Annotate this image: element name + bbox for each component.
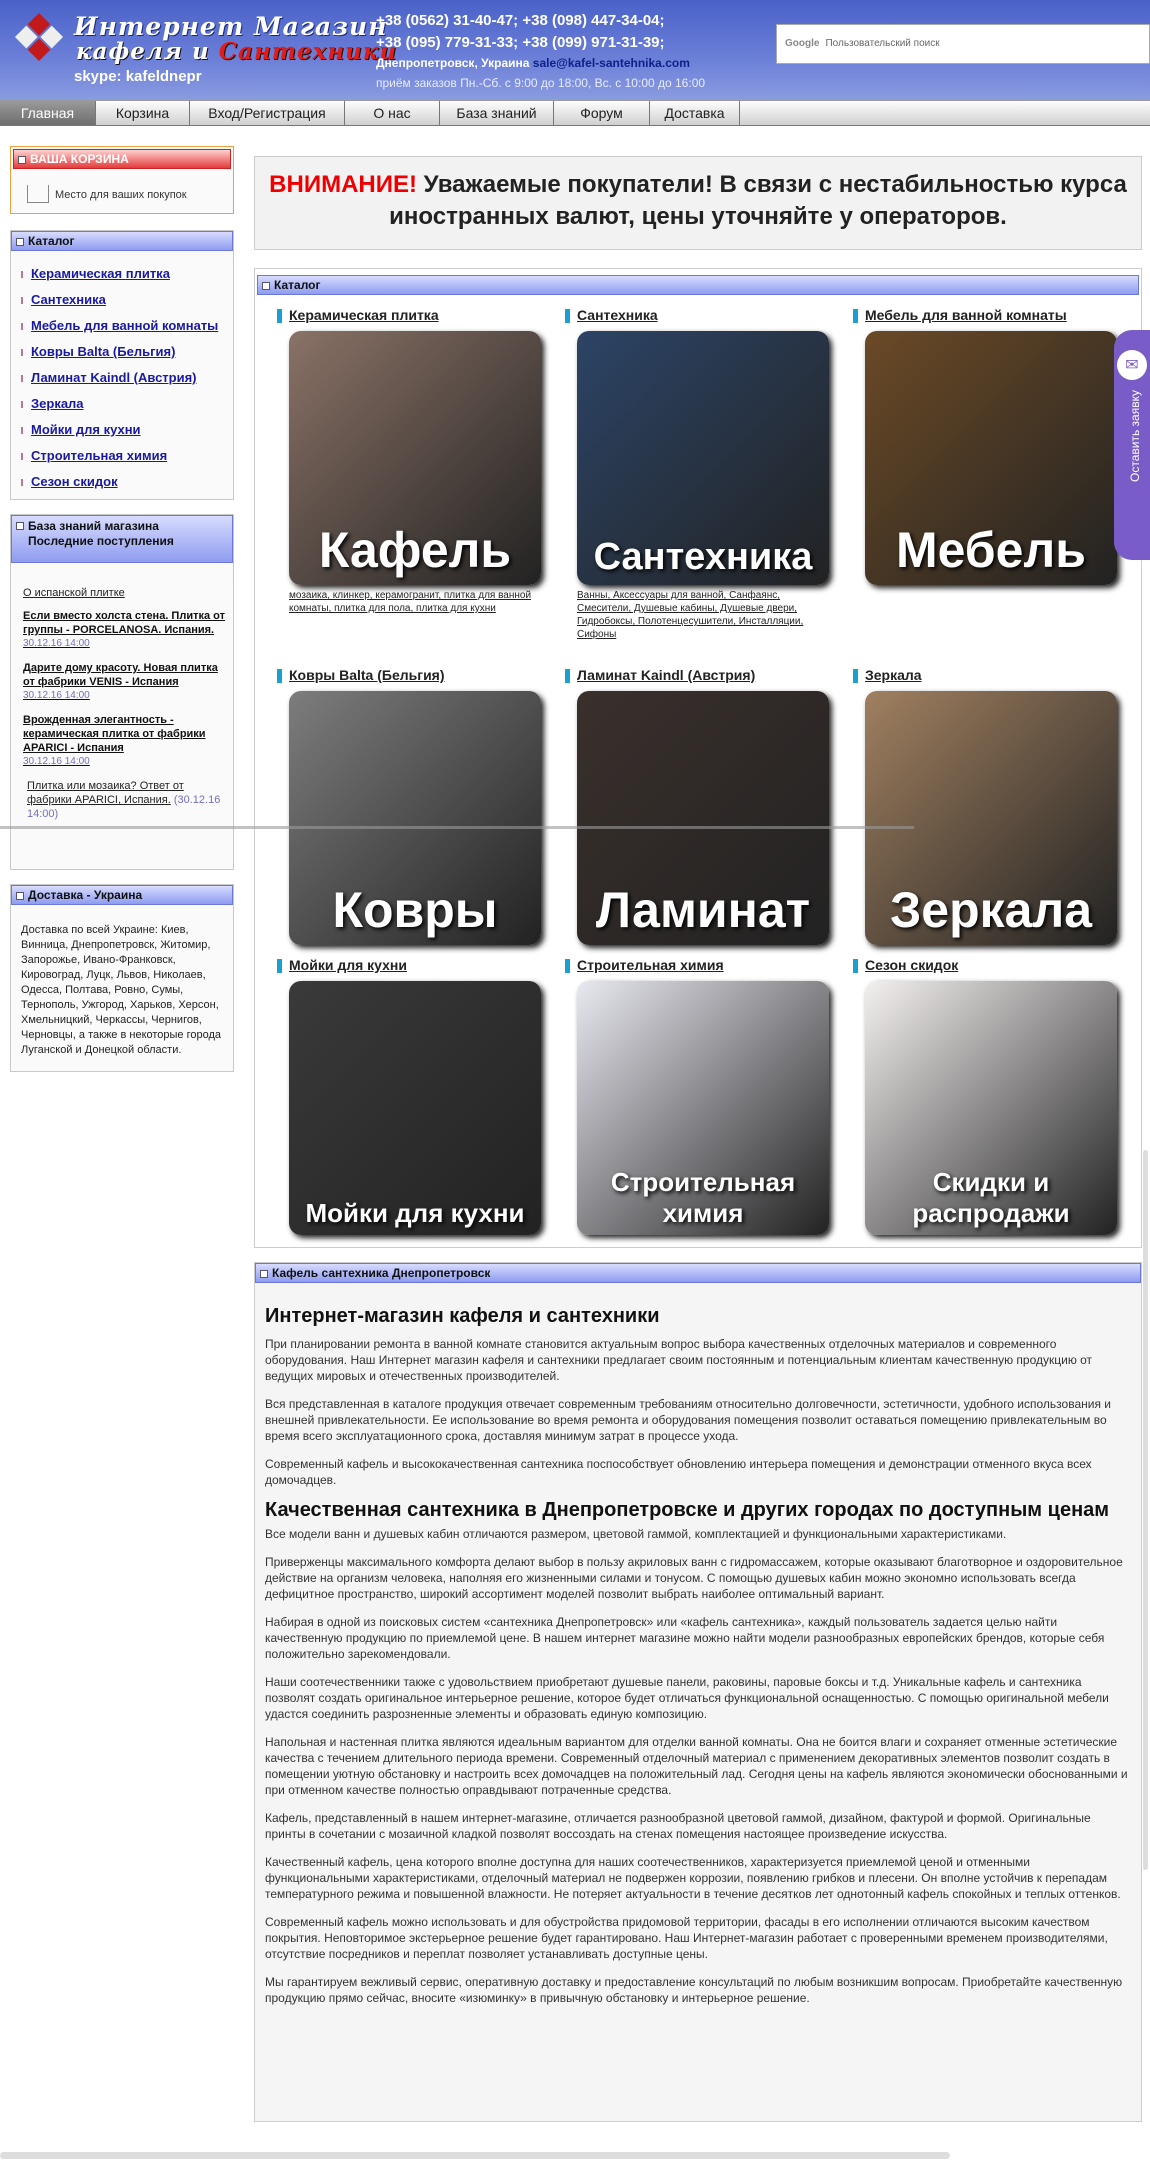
paragraph: Набирая в одной из поисковых систем «сантехника Днепропетровск» или «кафель сантехника», каждый пользователь задается целью найти качественную продукцию по приемлемой цене. В нашем интернет магазине можно найти модели разнообразных европейских брендов, которые себя положительно зарекомендовали. xyxy=(265,1615,1105,1661)
kb-article-link[interactable]: Если вместо холста стена. Плитка от группы - PORCELANOSA. Испания. 30.12.16 14:00 xyxy=(23,610,225,649)
catalog-sidebar-title: Каталог xyxy=(11,231,233,251)
catalog-grid xyxy=(254,268,1142,1248)
kb-article-date: 30.12.16 14:00 xyxy=(23,756,90,767)
catalog-tile-caption: Ламинат xyxy=(595,882,811,938)
paragraph: При планировании ремонта в ванной комнате становится актуальным вопрос выбора качественных отделочных материалов и современного оборудования. Наш Интернет магазин кафеля и сантехники предлагает своим постоянным и потенциальным клиентам качественную продукцию от ведущих мировых и отечественных производителей. xyxy=(265,1337,1093,1383)
address-line: Днепропетровск, Украина sale@kafel-santehnika.com xyxy=(376,56,690,70)
catalog-tile[interactable] xyxy=(277,957,557,1257)
catalog-tile[interactable] xyxy=(565,307,845,640)
catalog-tile-title[interactable]: Мебель для ванной комнаты xyxy=(853,307,1067,323)
search-placeholder: Пользовательский поиск xyxy=(825,38,940,49)
paragraph: Мы гарантируем вежливый сервис, оперативную доставку и предоставление консультаций по любым возникшим вопросам. Приобретайте качественную продукцию прямо сейчас, вносите «изюминку» в привычную обстановку и интерьерное решение. xyxy=(265,1975,1123,2005)
catalog-tile[interactable] xyxy=(277,667,557,967)
nav-item[interactable]: База знаний xyxy=(440,101,554,125)
paragraph: Напольная и настенная плитка являются идеальным вариантом для отделки ванной комнаты. Она не боится влаги и сохраняет отменные эстетические качества с течением длительного периода времени. Современный отделочный материал с применением декоративных элементов позволит создать в помещении уютную обстановку и настроить всех домочадцев на положительный лад. Сегодня цены на кафель являются экономически обоснованными и при отменном качестве полностью оправдывают потраченные средства. xyxy=(265,1735,1128,1797)
catalog-tile-caption: Мойки для кухни xyxy=(305,1198,525,1228)
delivery-box xyxy=(10,884,234,1072)
catalog-sidebar-item[interactable]: Зеркала xyxy=(25,391,233,417)
catalog-tile-image[interactable] xyxy=(865,981,1117,1235)
cart-title: ВАША КОРЗИНА xyxy=(13,149,231,169)
catalog-sidebar-item[interactable]: Ковры Balta (Бельгия) xyxy=(25,339,233,365)
catalog-tile-title[interactable]: Сезон скидок xyxy=(853,957,958,973)
warning-label: ВНИМАНИЕ! xyxy=(269,171,417,198)
catalog-tile[interactable] xyxy=(565,667,845,967)
paragraph: Качественный кафель, цена которого вполне доступна для наших соотечественников, характеризуется приемлемой ценой и отменными функциональными характеристиками, отделочный материал не подвержен коррозии, появлению грибков и плесени. Он вполне устойчив к перепадам температурного режима и повышенной влажности. Не потеряет актуальности в течение десятков лет однотонный кафель спокойных и теплых оттенков. xyxy=(265,1855,1121,1901)
catalog-sidebar-list xyxy=(25,261,233,495)
catalog-sidebar-item[interactable]: Сезон скидок xyxy=(25,469,233,495)
paragraph: Современный кафель можно использовать и для обустройства придомовой территории, фасады в его исполнении отличаются высоким качеством покрытия. Неповторимое экстерьерное решение будет гарантировано. Наш Интернет-магазин работает с проверенными временем производителями, отсутствие посредников и переплат позволяет устанавливать доступные цены. xyxy=(265,1915,1108,1961)
catalog-tile[interactable] xyxy=(853,957,1133,1257)
tile-logo-icon xyxy=(10,8,68,66)
catalog-tile-title[interactable]: Керамическая плитка xyxy=(277,307,439,323)
horizontal-scrollbar[interactable] xyxy=(0,2152,950,2159)
article-heading: Интернет-магазин кафеля и сантехники xyxy=(265,1305,660,1327)
leave-request-label: Оставить заявку xyxy=(1128,390,1142,482)
article-subheading: Качественная сантехника в Днепропетровске и других городах по доступным ценам xyxy=(265,1499,1110,1521)
kb-title: База знаний магазина Последние поступления xyxy=(11,515,233,563)
paragraph: Кафель, представленный в нашем интернет-магазине, отличается разнообразной цветовой гаммой, дизайном, фактурой и формой. Оригинальные принты в сочетании с мозаичной кладкой позволят воссоздать на стенах помещения настоящее произведение искусства. xyxy=(265,1811,1091,1841)
catalog-tile-title[interactable]: Строительная химия xyxy=(565,957,724,973)
paragraph: Наши соотечественники также с удовольствием приобретают душевые панели, раковины, паровые боксы и т.д. Уникальные кафель и сантехника позволят создать оригинальное интерьерное решение, которое будет отличаться функциональной оснащенностью. С помощью оригинальной мебели удастся соединить разрозненные элементы и образовать единую композицию. xyxy=(265,1675,1109,1721)
catalog-sidebar-item[interactable]: Строительная химия xyxy=(25,443,233,469)
paragraph: Вся представленная в каталоге продукция отвечает современным требованиям относительно долговечности, эстетичности, удобного использования и внешней привлекательности. Ее использование во время ремонта и оборудования помещения позволит оставаться помещению привлекательным во время всего эксплуатационного срока, доставляя минимум затрат в процессе ухода. xyxy=(265,1397,1111,1443)
logo-title: Интернет Магазин xyxy=(74,12,388,41)
seo-text-section xyxy=(254,1262,1142,2122)
catalog-sidebar-item[interactable]: Сантехника xyxy=(25,287,233,313)
warning-text: Уважаемые покупатели! В связи с нестабильностью курса иностранных валют, цены уточняйте у операторов. xyxy=(389,171,1127,230)
text-section-title: Кафель сантехника Днепропетровск xyxy=(255,1263,1141,1283)
catalog-tile[interactable] xyxy=(853,307,1133,607)
cart-box xyxy=(10,146,234,214)
envelope-icon: ✉ xyxy=(1117,350,1147,380)
search-input[interactable] xyxy=(776,24,1150,64)
kb-intro-link[interactable]: О испанской плитке xyxy=(23,587,125,599)
nav-item[interactable]: Корзина xyxy=(96,101,190,125)
paragraph: Все модели ванн и душевых кабин отличаются размером, цветовой гаммой, комплектацией и функциональными характеристиками. xyxy=(265,1527,1007,1541)
catalog-tile-caption: Мебель xyxy=(896,522,1086,578)
catalog-tile-caption: Скидки и распродажи xyxy=(912,1167,1070,1228)
skype-contact: skype: kafeldnepr xyxy=(74,68,202,85)
catalog-tile-image[interactable] xyxy=(289,691,541,945)
google-logo: Google xyxy=(785,38,820,49)
nav-item[interactable]: О нас xyxy=(345,101,440,125)
cart-icon xyxy=(27,185,49,203)
catalog-title: Каталог xyxy=(257,275,1139,295)
catalog-tile-caption: Сантехника xyxy=(593,536,813,578)
catalog-tile-image[interactable] xyxy=(577,331,829,585)
catalog-tile[interactable] xyxy=(565,957,845,1257)
cart-empty-text: Место для ваших покупок xyxy=(55,189,187,201)
catalog-tile-caption: Ковры xyxy=(332,882,498,938)
catalog-tile-image[interactable] xyxy=(289,981,541,1235)
kb-article-link[interactable]: Дарите дому красоту. Новая плитка от фабрики VENIS - Испания 30.12.16 14:00 xyxy=(23,661,225,703)
kb-article-date: 30.12.16 14:00 xyxy=(23,690,90,701)
working-hours: приём заказов Пн.-Сб. с 9:00 до 18:00, Вс. с 10:00 до 16:00 xyxy=(376,76,706,90)
catalog-tile-title[interactable]: Ковры Balta (Бельгия) xyxy=(277,667,445,683)
currency-warning xyxy=(254,156,1142,250)
catalog-tile[interactable] xyxy=(853,667,1133,967)
phone-line-2: +38 (095) 779-31-33; +38 (099) 971-31-39; xyxy=(376,34,665,51)
catalog-tile-title[interactable]: Зеркала xyxy=(853,667,922,683)
catalog-tile-caption: Строительная химия xyxy=(610,1167,796,1228)
catalog-tile-sublinks[interactable]: Ванны, Аксессуары для ванной, Санфаянс, Смесители, Душевые кабины, Душевые двери, Гидробоксы, Полотенцесушители, Инсталляции, Сифоны xyxy=(577,590,804,640)
site-header xyxy=(0,0,1150,100)
nav-item[interactable]: Форум xyxy=(554,101,650,125)
contacts-block xyxy=(376,10,726,92)
catalog-sidebar-item[interactable]: Мойки для кухни xyxy=(25,417,233,443)
catalog-tile-caption: Зеркала xyxy=(889,882,1093,938)
catalog-tile-title[interactable]: Сантехника xyxy=(565,307,658,323)
nav-item[interactable]: Доставка xyxy=(650,101,740,125)
catalog-tile-sublinks[interactable]: мозаика, клинкер, керамогранит, плитка для ванной комнаты, плитка для пола, плитка для кухни xyxy=(289,590,532,614)
kb-article-link[interactable]: Врожденная элегантность - керамическая плитка от фабрики APARICI - Испания 30.12.16 14:00 xyxy=(23,713,225,769)
catalog-tile-image[interactable] xyxy=(577,981,829,1235)
main-nav xyxy=(0,100,1150,126)
logo-subtitle: кафеля и Сантехники xyxy=(76,38,398,65)
catalog-sidebar-item[interactable]: Ламинат Kaindl (Австрия) xyxy=(25,365,233,391)
delivery-text: Доставка по всей Украине: Киев, Винница, Днепропетровск, Житомир, Запорожье, Ивано-Франковск, Кировоград, Луцк, Львов, Николаев, Одесса, Полтава, Ровно, Сумы, Тернополь, Ужгород, Харьков, Херсон, Хмельницкий, Черкассы, Чернигов, Черновцы, а также в некоторые города Луганской и Донецкой области. xyxy=(21,924,222,1056)
kb-small-item[interactable]: Плитка или мозаика? Ответ от фабрики APARICI, Испания. (30.12.16 14:00) xyxy=(27,780,221,820)
overlay-line xyxy=(0,826,914,829)
vertical-scrollbar[interactable] xyxy=(1143,1150,1148,1870)
catalog-tile-image[interactable] xyxy=(865,331,1117,585)
catalog-tile-title[interactable]: Ламинат Kaindl (Австрия) xyxy=(565,667,755,683)
email-link[interactable]: sale@kafel-santehnika.com xyxy=(532,56,690,70)
paragraph: Современный кафель и высококачественная сантехника поспособствует обновлению интерьера помещения и демонстрации отменного вкуса всех домочадцев. xyxy=(265,1457,1092,1487)
site-logo[interactable] xyxy=(8,6,398,90)
paragraph: Приверженцы максимального комфорта делают выбор в пользу акриловых ванн с гидромассажем, которые оказывают благотворное и оздоровительное действие на организм человека, наполняя его жизненными силами и тонусом. С помощью душевых кабин можно экономно использовать всегда дефицитное пространство, широкий ассортимент моделей позволит выбрать наиболее оптимальный вариант. xyxy=(265,1555,1123,1601)
leave-request-tab[interactable] xyxy=(1114,330,1150,560)
nav-item[interactable]: Главная xyxy=(0,101,96,125)
delivery-title: Доставка - Украина xyxy=(11,885,233,905)
kb-article-date: 30.12.16 14:00 xyxy=(23,638,90,649)
catalog-sidebar xyxy=(10,230,234,500)
catalog-tile-title[interactable]: Мойки для кухни xyxy=(277,957,407,973)
catalog-tile-caption: Кафель xyxy=(318,522,512,578)
catalog-tile-image[interactable] xyxy=(577,691,829,945)
catalog-sidebar-item[interactable]: Мебель для ванной комнаты xyxy=(25,313,233,339)
catalog-tile-image[interactable] xyxy=(289,331,541,585)
catalog-tile[interactable] xyxy=(277,307,557,614)
nav-item[interactable]: Вход/Регистрация xyxy=(190,101,345,125)
phone-line-1: +38 (0562) 31-40-47; +38 (098) 447-34-04; xyxy=(376,12,665,29)
catalog-tile-image[interactable] xyxy=(865,691,1117,945)
catalog-sidebar-item[interactable]: Керамическая плитка xyxy=(25,261,233,287)
knowledge-base-box xyxy=(10,514,234,870)
